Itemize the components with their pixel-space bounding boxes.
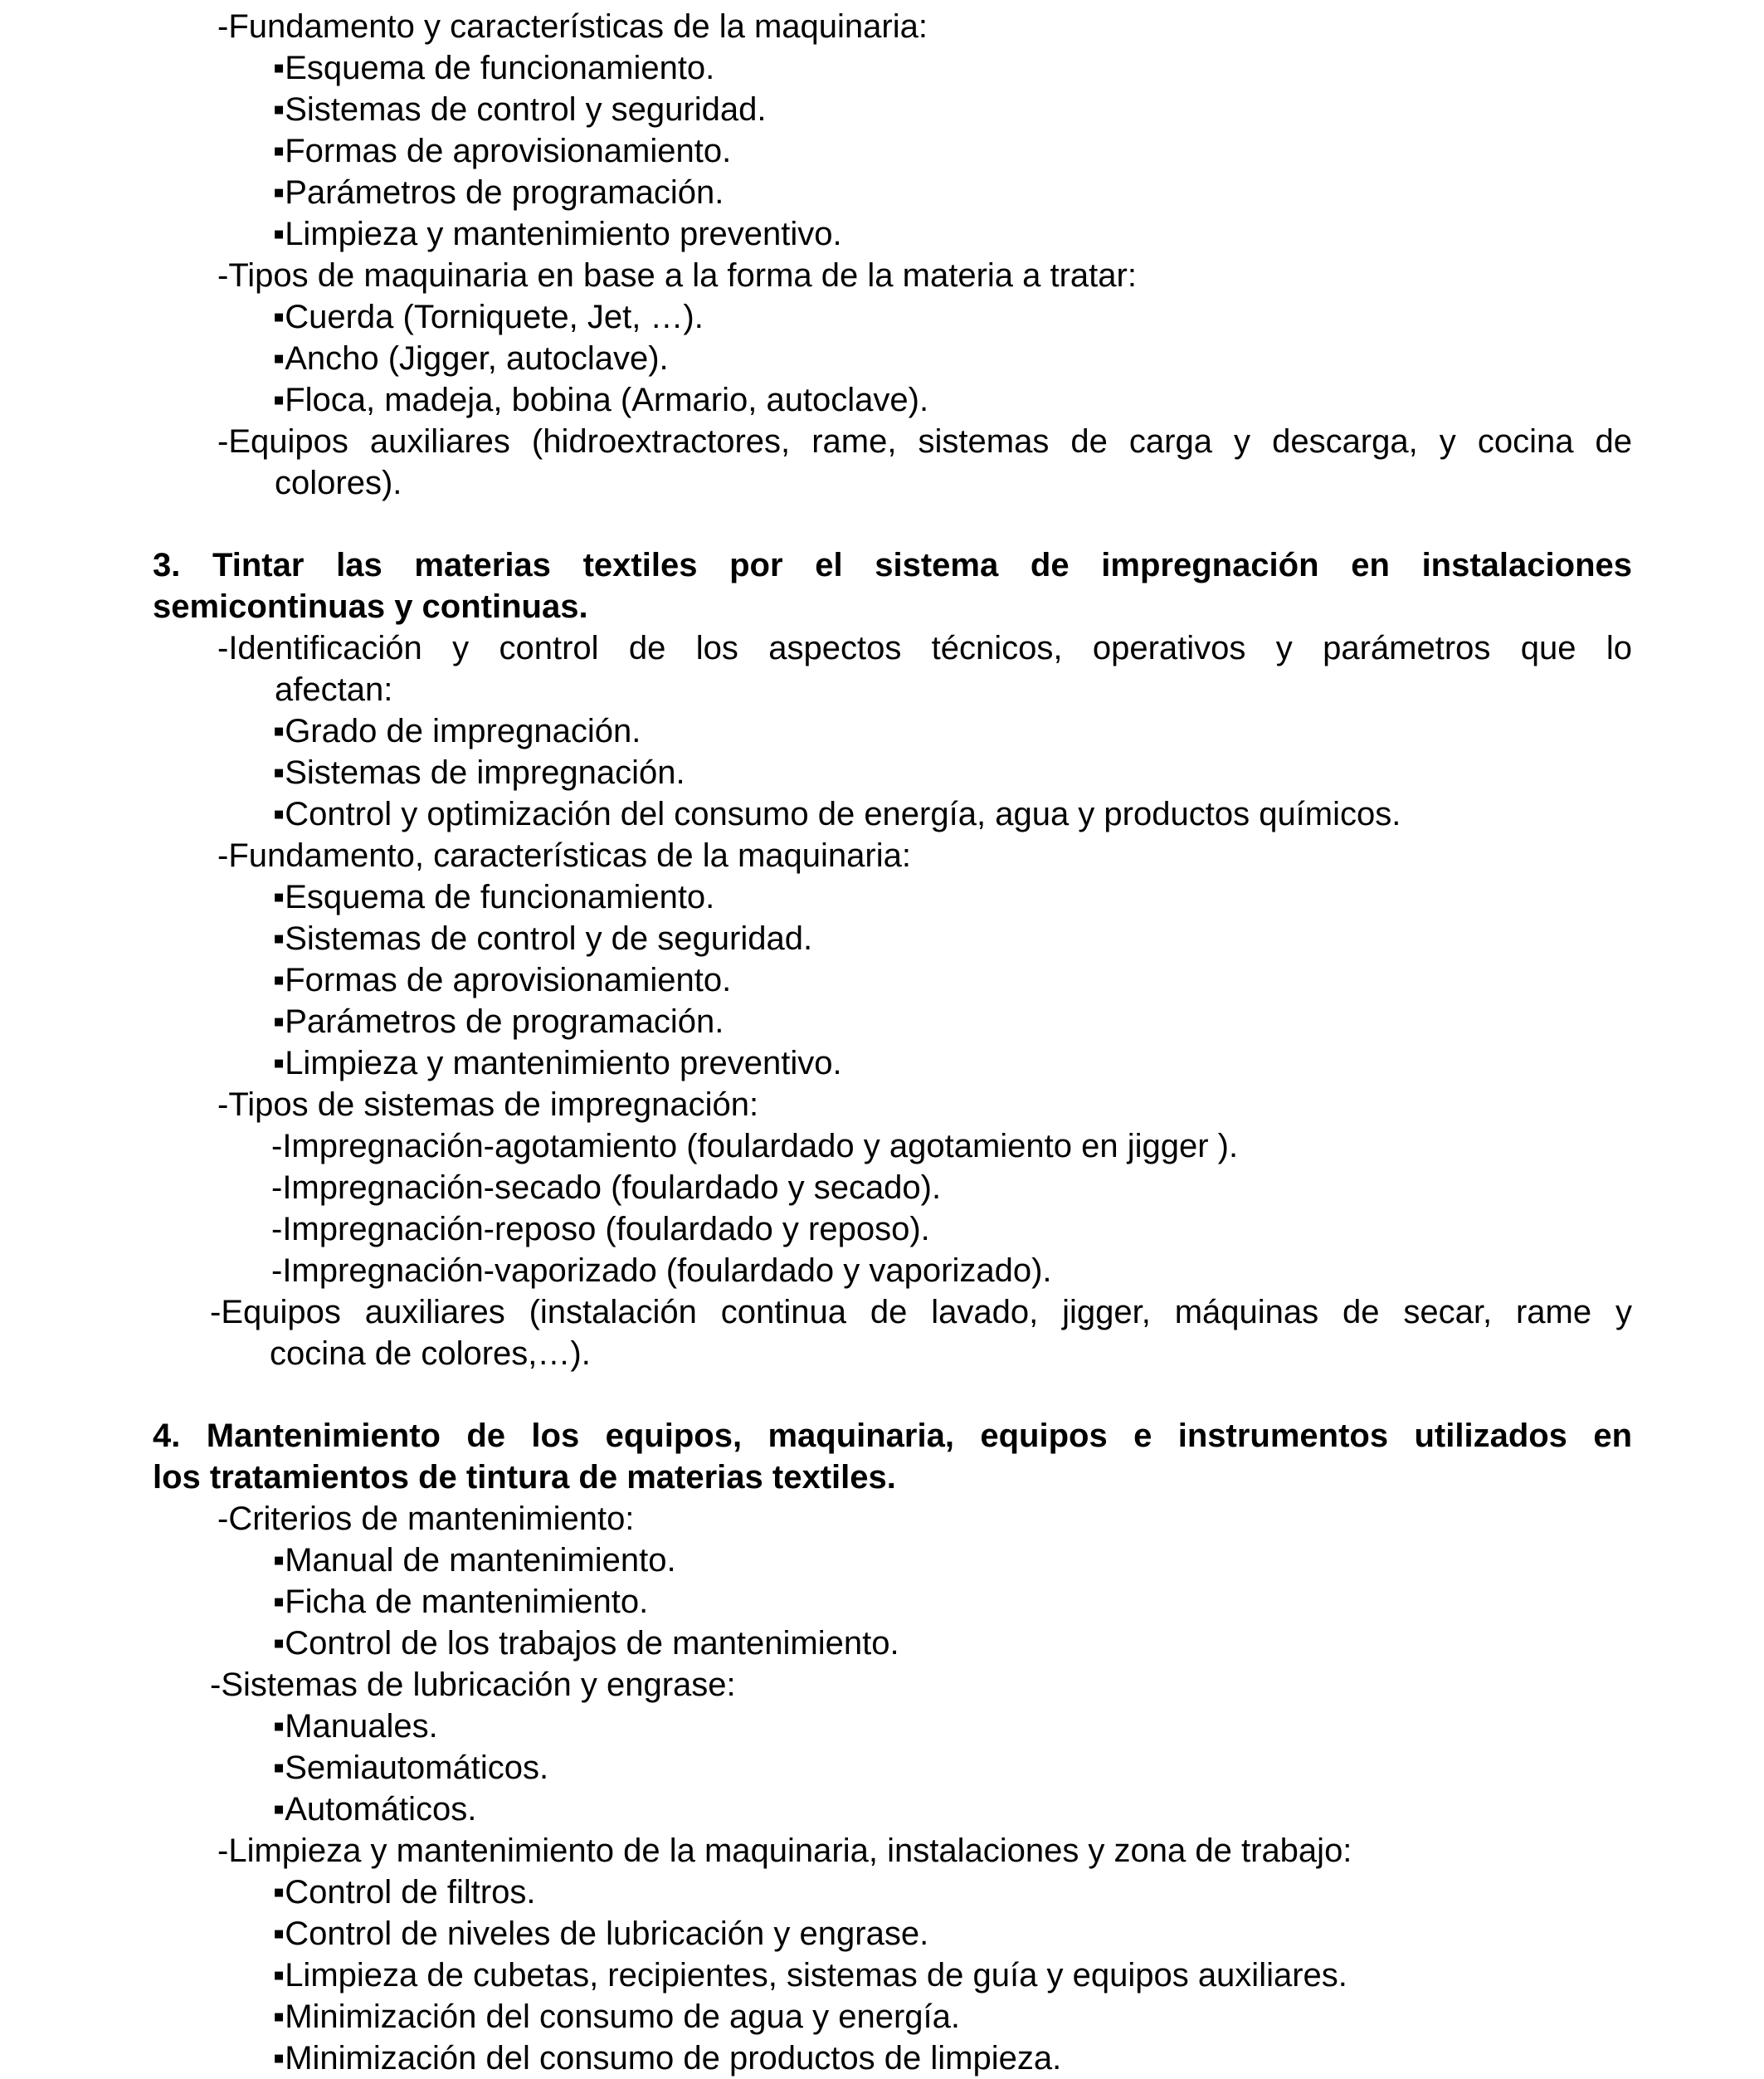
list-item-continuation: cocina de colores,…). [270, 1335, 591, 1372]
bullet-item: ▪ Minimización del consumo de productos de limpieza. [273, 2038, 1061, 2079]
bullet-item: ▪ Control de los trabajos de mantenimiento. [273, 1623, 899, 1664]
bullet-item: ▪ Parámetros de programación. [273, 1001, 724, 1042]
list-item: -Tipos de maquinaria en base a la forma de la materia a tratar: [217, 257, 1137, 294]
list-item-continuation: afectan: [275, 671, 393, 708]
section-heading-3-continuation: semicontinuas y continuas. [153, 588, 588, 625]
bullet-item: ▪ Automáticos. [273, 1789, 476, 1830]
bullet-item: ▪ Esquema de funcionamiento. [273, 47, 714, 89]
list-item: -Equipos auxiliares (instalación continua de lavado, jigger, máquinas de secar, rame y [210, 1294, 1632, 1330]
bullet-item: ▪ Manuales. [273, 1706, 438, 1747]
bullet-item: ▪ Minimización del consumo de agua y energía. [273, 1996, 960, 2038]
bullet-item: ▪ Grado de impregnación. [273, 710, 641, 752]
list-item: -Fundamento, características de la maquinaria: [217, 837, 911, 874]
bullet-item: ▪ Limpieza de cubetas, recipientes, sistemas de guía y equipos auxiliares. [273, 1955, 1347, 1996]
bullet-item: ▪ Esquema de funcionamiento. [273, 876, 714, 918]
section-heading-4: 4. Mantenimiento de los equipos, maquinaria, equipos e instrumentos utilizados en [153, 1418, 1632, 1454]
list-item: -Limpieza y mantenimiento de la maquinaria, instalaciones y zona de trabajo: [217, 1833, 1352, 1869]
list-item: -Tipos de sistemas de impregnación: [217, 1086, 759, 1123]
bullet-item: ▪ Manual de mantenimiento. [273, 1540, 676, 1581]
bullet-item: ▪ Limpieza y mantenimiento preventivo. [273, 1042, 842, 1084]
list-item: -Identificación y control de los aspectos técnicos, operativos y parámetros que lo [217, 630, 1632, 666]
sub-list-item: -Impregnación-reposo (foulardado y reposo). [271, 1211, 930, 1247]
bullet-item: ▪ Sistemas de control y seguridad. [273, 89, 766, 130]
sub-list-item: -Impregnación-agotamiento (foulardado y agotamiento en jigger ). [271, 1128, 1239, 1164]
bullet-item: ▪ Control y optimización del consumo de energía, agua y productos químicos. [273, 793, 1401, 835]
bullet-item: ▪ Ancho (Jigger, autoclave). [273, 338, 669, 379]
bullet-item: ▪ Parámetros de programación. [273, 172, 724, 213]
list-item: -Equipos auxiliares (hidroextractores, rame, sistemas de carga y descarga, y cocina de [217, 423, 1632, 460]
section-heading-3: 3. Tintar las materias textiles por el sistema de impregnación en instalaciones [153, 547, 1632, 583]
bullet-item: ▪ Sistemas de control y de seguridad. [273, 918, 812, 959]
bullet-item: ▪ Formas de aprovisionamiento. [273, 130, 731, 172]
bullet-item: ▪ Semiautomáticos. [273, 1747, 548, 1789]
list-item: -Fundamento y características de la maquinaria: [217, 8, 928, 45]
bullet-item: ▪ Formas de aprovisionamiento. [273, 959, 731, 1001]
list-item: -Sistemas de lubricación y engrase: [210, 1667, 736, 1703]
bullet-item: ▪ Control de filtros. [273, 1872, 536, 1913]
section-heading-4-continuation: los tratamientos de tintura de materias textiles. [153, 1459, 896, 1496]
bullet-item: ▪ Floca, madeja, bobina (Armario, autoclave). [273, 379, 928, 421]
sub-list-item: -Impregnación-secado (foulardado y secado). [271, 1169, 942, 1206]
bullet-item: ▪ Control de niveles de lubricación y engrase. [273, 1913, 928, 1955]
sub-list-item: -Impregnación-vaporizado (foulardado y vaporizado). [271, 1252, 1052, 1289]
bullet-item: ▪ Cuerda (Torniquete, Jet, …). [273, 296, 704, 338]
list-item: -Criterios de mantenimiento: [217, 1501, 635, 1537]
bullet-item: ▪ Ficha de mantenimiento. [273, 1581, 648, 1623]
list-item-continuation: colores). [275, 465, 402, 501]
bullet-item: ▪ Sistemas de impregnación. [273, 752, 685, 793]
bullet-item: ▪ Limpieza y mantenimiento preventivo. [273, 213, 842, 255]
